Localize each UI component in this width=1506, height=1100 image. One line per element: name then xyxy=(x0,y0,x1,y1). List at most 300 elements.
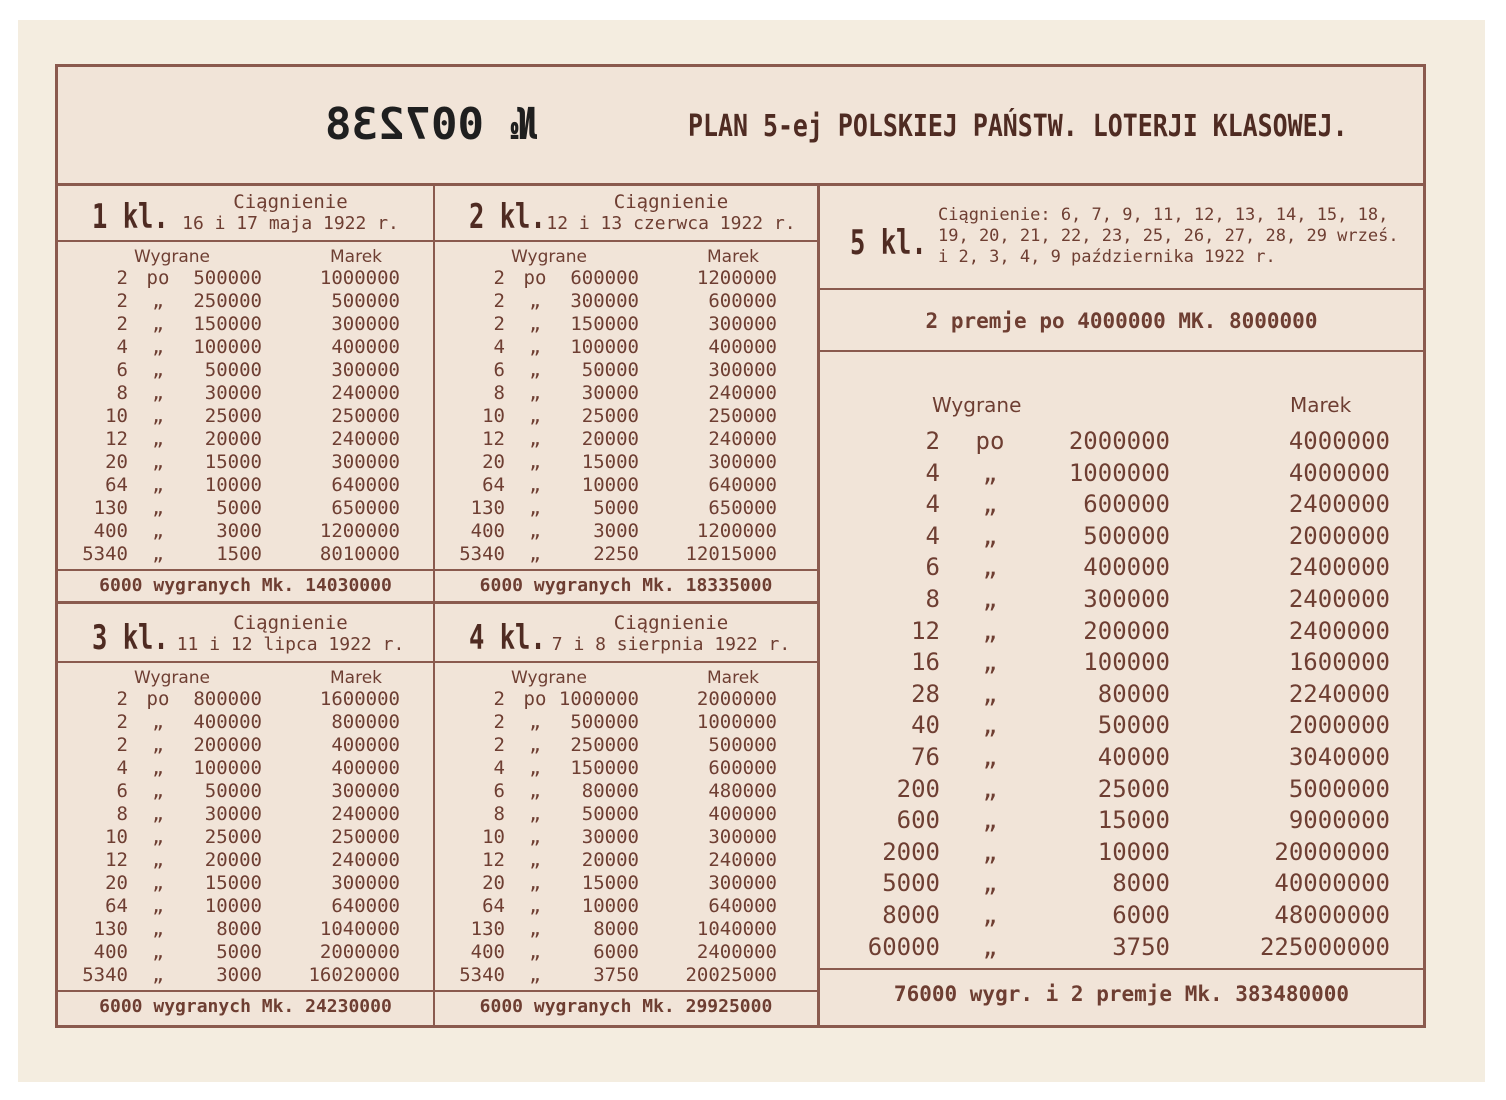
win-amount: 200000 xyxy=(193,734,262,756)
table-row xyxy=(58,803,433,826)
win-count: 12 xyxy=(105,849,128,871)
win-multiplier: „ xyxy=(529,382,541,404)
win-multiplier: „ xyxy=(982,901,998,929)
table-row xyxy=(58,964,433,987)
table-row xyxy=(820,552,1423,583)
class-3-col-wins: Wygrane xyxy=(134,668,211,688)
win-amount: 5000 xyxy=(593,497,639,519)
win-total-marks: 300000 xyxy=(708,359,777,381)
table-row xyxy=(58,290,433,313)
total-text: wygranych Mk. xyxy=(533,996,675,1017)
table-row xyxy=(435,451,817,474)
table-row xyxy=(58,451,433,474)
win-count: 4 xyxy=(116,336,128,358)
table-row xyxy=(58,405,433,428)
win-total-marks: 300000 xyxy=(331,451,400,473)
win-total-marks: 480000 xyxy=(708,780,777,802)
class-2-label: 2 kl. xyxy=(469,197,546,237)
win-multiplier: „ xyxy=(152,382,164,404)
win-total-marks: 1200000 xyxy=(319,520,400,542)
win-count: 12 xyxy=(911,616,940,645)
win-multiplier: „ xyxy=(152,849,164,871)
win-count: 20 xyxy=(482,451,505,473)
table-row xyxy=(435,313,817,336)
win-multiplier: „ xyxy=(152,497,164,519)
win-multiplier: „ xyxy=(982,743,998,771)
win-amount: 1500 xyxy=(216,543,262,565)
class-1-divider-bottom xyxy=(58,569,433,571)
win-count: 2 xyxy=(493,313,505,335)
win-total-marks: 650000 xyxy=(708,497,777,519)
win-total-marks: 400000 xyxy=(708,803,777,825)
table-row xyxy=(820,868,1423,899)
table-row xyxy=(820,426,1423,457)
win-multiplier: „ xyxy=(152,895,164,917)
table-row xyxy=(435,290,817,313)
win-multiplier: „ xyxy=(529,497,541,519)
win-count: 2 xyxy=(493,688,505,710)
win-amount: 600000 xyxy=(1083,490,1170,519)
win-count: 2 xyxy=(116,267,128,289)
class-4-divider-bottom xyxy=(435,990,817,992)
win-multiplier: „ xyxy=(152,451,164,473)
table-row xyxy=(820,584,1423,615)
win-count: 400 xyxy=(93,520,128,542)
class-1-label: 1 kl. xyxy=(92,197,169,237)
table-row xyxy=(435,359,817,382)
drawing-label: Ciągnienie xyxy=(233,612,348,634)
win-multiplier: „ xyxy=(152,918,164,940)
win-total-marks: 300000 xyxy=(331,780,400,802)
class-4-divider-top xyxy=(435,661,817,663)
table-row xyxy=(435,474,817,497)
class-1-date: 16 i 17 maja 1922 r. xyxy=(182,213,399,234)
win-count: 2 xyxy=(493,267,505,289)
win-count: 8 xyxy=(116,382,128,404)
class-4-col-marks: Marek xyxy=(707,668,760,688)
win-amount: 20000 xyxy=(581,428,639,450)
win-amount: 30000 xyxy=(204,382,262,404)
class-3-divider-bottom xyxy=(58,990,433,992)
win-count: 2 xyxy=(493,711,505,733)
win-count: 20 xyxy=(105,451,128,473)
win-total-marks: 600000 xyxy=(708,757,777,779)
win-total-marks: 1200000 xyxy=(696,520,777,542)
win-amount: 3750 xyxy=(1112,932,1170,961)
win-amount: 8000 xyxy=(593,918,639,940)
win-count: 4 xyxy=(116,757,128,779)
win-count: 130 xyxy=(93,497,128,519)
win-multiplier: „ xyxy=(152,872,164,894)
table-row xyxy=(435,826,817,849)
class-4-drawing xyxy=(535,612,807,656)
win-count: 5340 xyxy=(459,964,505,986)
class-3-col-marks: Marek xyxy=(330,668,383,688)
class-2-divider-bottom xyxy=(435,569,817,571)
win-count: 130 xyxy=(470,918,505,940)
table-row xyxy=(435,803,817,826)
table-row xyxy=(435,543,817,566)
ticket-header xyxy=(58,67,1423,186)
win-multiplier: „ xyxy=(152,734,164,756)
win-count: 2 xyxy=(116,711,128,733)
win-count: 5000 xyxy=(882,869,940,898)
win-amount: 30000 xyxy=(204,803,262,825)
win-amount: 10000 xyxy=(1097,837,1170,866)
win-amount: 600000 xyxy=(570,267,639,289)
win-count: 4 xyxy=(493,757,505,779)
table-row xyxy=(820,521,1423,552)
win-amount: 10000 xyxy=(581,474,639,496)
win-amount: 3000 xyxy=(216,964,262,986)
win-multiplier: „ xyxy=(529,405,541,427)
total-value: 18335000 xyxy=(685,575,773,596)
table-row xyxy=(820,742,1423,773)
win-multiplier: „ xyxy=(529,520,541,542)
win-multiplier: „ xyxy=(529,895,541,917)
win-multiplier: „ xyxy=(529,849,541,871)
win-count: 16 xyxy=(911,648,940,677)
table-row xyxy=(435,711,817,734)
table-row xyxy=(435,872,817,895)
table-row xyxy=(820,679,1423,710)
table-row xyxy=(820,647,1423,678)
win-count: 600 xyxy=(896,806,940,835)
win-total-marks: 1000000 xyxy=(696,711,777,733)
total-text: wygranych Mk. xyxy=(153,996,295,1017)
win-count: 10 xyxy=(105,405,128,427)
win-total-marks: 250000 xyxy=(708,405,777,427)
win-total-marks: 16020000 xyxy=(308,964,400,986)
table-row xyxy=(58,849,433,872)
win-multiplier: „ xyxy=(529,543,541,565)
total-count: 6000 xyxy=(479,575,524,596)
lottery-plan-ticket xyxy=(55,64,1426,1028)
win-multiplier: „ xyxy=(152,313,164,335)
table-row xyxy=(58,711,433,734)
table-row xyxy=(820,458,1423,489)
win-amount: 20000 xyxy=(204,849,262,871)
table-row xyxy=(58,918,433,941)
win-total-marks: 2400000 xyxy=(696,941,777,963)
win-multiplier: po xyxy=(146,267,170,289)
win-amount: 3000 xyxy=(216,520,262,542)
win-total-marks: 240000 xyxy=(331,849,400,871)
class-5-col-marks: Marek xyxy=(1290,393,1352,417)
win-count: 5340 xyxy=(82,964,128,986)
win-amount: 8000 xyxy=(216,918,262,940)
win-multiplier: „ xyxy=(982,869,998,898)
class-1-section xyxy=(58,183,433,601)
class-4-total xyxy=(435,995,817,1019)
win-amount: 3000 xyxy=(593,520,639,542)
table-row xyxy=(820,710,1423,741)
win-multiplier: „ xyxy=(529,451,541,473)
win-total-marks: 2240000 xyxy=(1288,679,1390,708)
win-amount: 150000 xyxy=(193,313,262,335)
win-total-marks: 225000000 xyxy=(1259,932,1390,961)
win-multiplier: „ xyxy=(529,780,541,802)
win-multiplier: „ xyxy=(982,774,998,803)
table-row xyxy=(435,734,817,757)
win-multiplier: „ xyxy=(529,757,541,779)
win-multiplier: „ xyxy=(982,616,998,645)
win-multiplier: „ xyxy=(152,826,164,848)
win-amount: 30000 xyxy=(581,826,639,848)
win-multiplier: „ xyxy=(529,336,541,358)
win-total-marks: 300000 xyxy=(708,451,777,473)
table-row xyxy=(820,932,1423,963)
win-count: 64 xyxy=(105,895,128,917)
win-total-marks: 9000000 xyxy=(1288,806,1390,835)
win-count: 130 xyxy=(93,918,128,940)
class-2-section xyxy=(435,183,817,601)
win-amount: 250000 xyxy=(193,290,262,312)
win-count: 400 xyxy=(93,941,128,963)
win-amount: 1000000 xyxy=(558,688,639,710)
win-amount: 100000 xyxy=(193,336,262,358)
drawing-label: Ciągnienie xyxy=(613,191,729,213)
win-amount: 8000 xyxy=(1112,869,1170,898)
win-count: 64 xyxy=(482,474,505,496)
class-5-col-wins: Wygrane xyxy=(932,393,1022,417)
drawing-label: Ciągnienie xyxy=(613,612,729,634)
win-total-marks: 1600000 xyxy=(1288,648,1390,677)
table-row xyxy=(58,872,433,895)
win-total-marks: 240000 xyxy=(331,382,400,404)
win-total-marks: 5000000 xyxy=(1288,774,1390,803)
win-multiplier: „ xyxy=(152,474,164,496)
win-multiplier: „ xyxy=(529,711,541,733)
win-amount: 100000 xyxy=(193,757,262,779)
class-3-label: 3 kl. xyxy=(92,618,169,658)
win-total-marks: 1200000 xyxy=(696,267,777,289)
win-total-marks: 240000 xyxy=(708,849,777,871)
win-total-marks: 2400000 xyxy=(1288,490,1390,519)
win-amount: 500000 xyxy=(570,711,639,733)
win-amount: 50000 xyxy=(204,780,262,802)
table-row xyxy=(58,520,433,543)
win-amount: 25000 xyxy=(204,405,262,427)
win-multiplier: „ xyxy=(529,941,541,963)
win-amount: 150000 xyxy=(570,757,639,779)
table-row xyxy=(820,805,1423,836)
table-row xyxy=(435,688,817,711)
win-count: 5340 xyxy=(82,543,128,565)
table-row xyxy=(58,543,433,566)
win-total-marks: 300000 xyxy=(331,872,400,894)
win-multiplier: „ xyxy=(982,553,998,582)
win-multiplier: po xyxy=(975,427,1005,455)
win-multiplier: „ xyxy=(529,734,541,756)
win-amount: 30000 xyxy=(581,382,639,404)
win-total-marks: 800000 xyxy=(331,711,400,733)
win-count: 6 xyxy=(493,780,505,802)
drawing-label: Ciągnienie xyxy=(233,191,348,213)
win-multiplier: „ xyxy=(152,290,164,312)
win-total-marks: 1040000 xyxy=(696,918,777,940)
win-total-marks: 48000000 xyxy=(1274,901,1390,929)
win-total-marks: 300000 xyxy=(708,826,777,848)
win-count: 60000 xyxy=(867,932,940,961)
win-multiplier: „ xyxy=(152,428,164,450)
win-total-marks: 400000 xyxy=(331,757,400,779)
table-row xyxy=(820,489,1423,520)
class-3-total xyxy=(58,995,433,1019)
win-count: 2 xyxy=(116,313,128,335)
win-count: 6 xyxy=(116,359,128,381)
win-count: 8 xyxy=(925,585,940,613)
win-total-marks: 500000 xyxy=(708,734,777,756)
table-row xyxy=(435,895,817,918)
class-4-label: 4 kl. xyxy=(469,618,546,658)
win-count: 4 xyxy=(925,490,940,519)
win-multiplier: „ xyxy=(529,803,541,825)
win-amount: 5000 xyxy=(216,941,262,963)
table-row xyxy=(58,895,433,918)
class-3-divider-top xyxy=(58,661,433,663)
win-total-marks: 240000 xyxy=(708,382,777,404)
table-row xyxy=(58,382,433,405)
table-row xyxy=(435,918,817,941)
win-total-marks: 1040000 xyxy=(319,918,400,940)
class-1-drawing xyxy=(158,191,423,235)
win-count: 6 xyxy=(925,553,940,582)
win-multiplier: „ xyxy=(152,359,164,381)
table-row xyxy=(435,964,817,987)
table-row xyxy=(58,474,433,497)
win-multiplier: „ xyxy=(152,336,164,358)
win-multiplier: „ xyxy=(152,941,164,963)
win-total-marks: 400000 xyxy=(708,336,777,358)
total-count: 6000 xyxy=(99,996,143,1017)
table-row xyxy=(435,336,817,359)
win-count: 6 xyxy=(116,780,128,802)
table-row xyxy=(435,405,817,428)
win-total-marks: 650000 xyxy=(331,497,400,519)
win-amount: 150000 xyxy=(570,313,639,335)
table-row xyxy=(58,267,433,290)
win-count: 4 xyxy=(493,336,505,358)
class-5-section xyxy=(820,183,1423,1025)
table-row xyxy=(435,849,817,872)
win-multiplier: „ xyxy=(982,490,998,519)
win-count: 4 xyxy=(925,521,940,550)
win-total-marks: 2400000 xyxy=(1288,616,1390,645)
win-amount: 100000 xyxy=(1083,648,1170,677)
win-total-marks: 2000000 xyxy=(319,941,400,963)
win-total-marks: 300000 xyxy=(331,359,400,381)
win-total-marks: 2000000 xyxy=(696,688,777,710)
win-total-marks: 8010000 xyxy=(319,543,400,565)
win-multiplier: „ xyxy=(529,918,541,940)
win-amount: 50000 xyxy=(581,803,639,825)
win-total-marks: 4000000 xyxy=(1288,458,1390,487)
win-multiplier: „ xyxy=(982,521,998,550)
win-multiplier: „ xyxy=(982,806,998,835)
win-count: 10 xyxy=(482,826,505,848)
table-row xyxy=(58,734,433,757)
win-amount: 10000 xyxy=(581,895,639,917)
win-total-marks: 20025000 xyxy=(685,964,777,986)
win-amount: 800000 xyxy=(193,688,262,710)
win-amount: 25000 xyxy=(204,826,262,848)
win-count: 2000 xyxy=(882,837,940,866)
win-amount: 20000 xyxy=(581,849,639,871)
table-row xyxy=(820,900,1423,931)
win-total-marks: 400000 xyxy=(331,336,400,358)
win-count: 64 xyxy=(105,474,128,496)
win-amount: 15000 xyxy=(581,451,639,473)
class-5-total: 76000 wygr. i 2 premje Mk. 383480000 xyxy=(893,982,1350,1006)
class-2-divider-top xyxy=(435,240,817,242)
win-count: 20 xyxy=(105,872,128,894)
win-amount: 250000 xyxy=(570,734,639,756)
table-row xyxy=(58,688,433,711)
win-total-marks: 40000000 xyxy=(1274,869,1390,898)
table-row xyxy=(820,616,1423,647)
win-amount: 400000 xyxy=(193,711,262,733)
table-row xyxy=(58,336,433,359)
win-multiplier: „ xyxy=(152,964,164,986)
win-amount: 80000 xyxy=(581,780,639,802)
win-count: 40 xyxy=(911,711,940,740)
win-multiplier: „ xyxy=(982,458,998,487)
win-count: 2 xyxy=(925,427,940,455)
win-count: 130 xyxy=(470,497,505,519)
win-total-marks: 640000 xyxy=(708,474,777,496)
win-multiplier: „ xyxy=(529,964,541,986)
table-row xyxy=(58,941,433,964)
win-total-marks: 250000 xyxy=(331,826,400,848)
win-total-marks: 3040000 xyxy=(1288,743,1390,771)
win-count: 2 xyxy=(116,734,128,756)
total-text: wygranych Mk. xyxy=(153,575,295,596)
win-amount: 2250 xyxy=(593,543,639,565)
win-amount: 25000 xyxy=(1097,774,1170,803)
win-count: 28 xyxy=(911,679,940,708)
win-count: 10 xyxy=(105,826,128,848)
win-multiplier: „ xyxy=(529,313,541,335)
table-row xyxy=(435,497,817,520)
win-total-marks: 240000 xyxy=(331,803,400,825)
win-amount: 6000 xyxy=(593,941,639,963)
win-total-marks: 4000000 xyxy=(1288,427,1390,455)
class-2-date: 12 i 13 czerwca 1922 r. xyxy=(546,213,796,234)
win-total-marks: 12015000 xyxy=(685,543,777,565)
win-multiplier: „ xyxy=(982,585,998,613)
win-total-marks: 300000 xyxy=(331,313,400,335)
win-multiplier: „ xyxy=(152,520,164,542)
win-total-marks: 640000 xyxy=(331,895,400,917)
win-multiplier: „ xyxy=(529,290,541,312)
win-amount: 200000 xyxy=(1083,616,1170,645)
total-value: 24230000 xyxy=(305,996,392,1017)
win-count: 8 xyxy=(493,803,505,825)
class-4-col-wins: Wygrane xyxy=(511,668,588,688)
win-amount: 15000 xyxy=(204,872,262,894)
win-multiplier: „ xyxy=(529,872,541,894)
win-multiplier: „ xyxy=(152,543,164,565)
win-amount: 15000 xyxy=(1097,806,1170,835)
class-5-label: 5 kl. xyxy=(850,223,927,263)
win-multiplier: po xyxy=(146,688,170,710)
win-count: 8 xyxy=(493,382,505,404)
win-total-marks: 500000 xyxy=(331,290,400,312)
win-total-marks: 2000000 xyxy=(1288,521,1390,550)
win-multiplier: „ xyxy=(529,428,541,450)
class-5-divider-2 xyxy=(820,350,1423,352)
